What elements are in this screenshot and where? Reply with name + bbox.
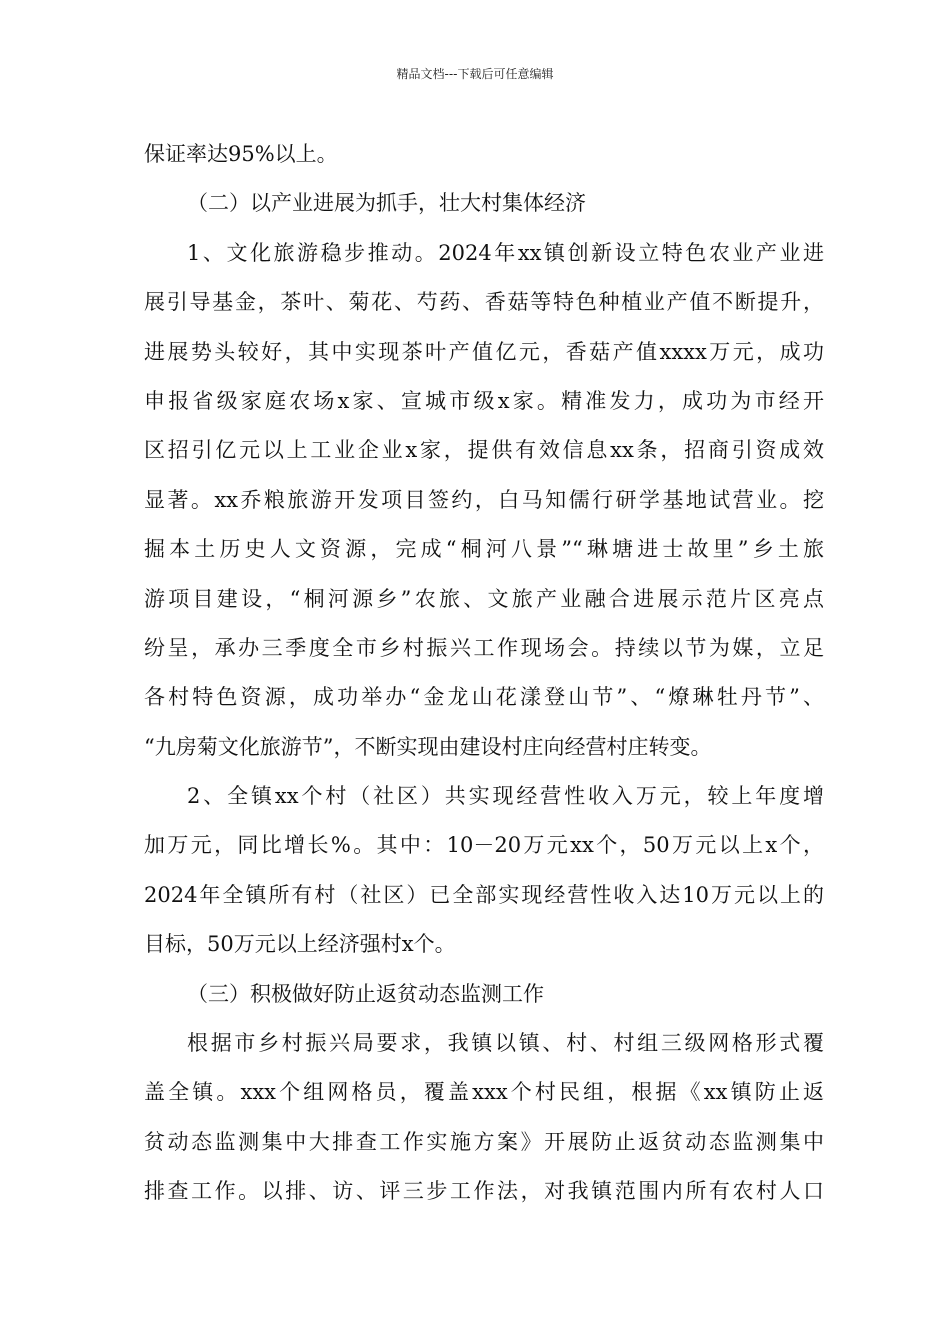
section-heading: （二）以产业进展为抓手，壮大村集体经济: [187, 191, 586, 216]
text-line: 目标，50万元以上经济强村x个。: [144, 932, 456, 957]
text-line: 2024年全镇所有村（社区）已全部实现经营性收入达10万元以上的: [144, 882, 824, 907]
text-line: “九房菊文化旅游节”，不断实现由建设村庄向经营村庄转变。: [144, 734, 712, 759]
paragraph-first-line: 1、文化旅游稳步推动。2024年xx镇创新设立特色农业产业进: [187, 240, 824, 265]
text-line: 显著。xx乔粮旅游开发项目签约，白马知儒行研学基地试营业。挖: [144, 487, 824, 512]
text-line: 加万元，同比增长%。其中：10－20万元xx个，50万元以上x个，: [144, 833, 824, 858]
text-line: 区招引亿元以上工业企业x家，提供有效信息xx条，招商引资成效: [144, 438, 824, 463]
text-line: 排查工作。以排、访、评三步工作法，对我镇范围内所有农村人口: [144, 1179, 824, 1204]
text-line: 贫动态监测集中大排查工作实施方案》开展防止返贫动态监测集中: [144, 1129, 824, 1154]
text-line: 保证率达95%以上。: [144, 142, 338, 166]
text-line: 展引导基金，茶叶、菊花、芍药、香菇等特色种植业产值不断提升，: [144, 290, 824, 315]
text-line: 纷呈，承办三季度全市乡村振兴工作现场会。持续以节为媒，立足: [144, 635, 824, 660]
paragraph-first-line: 2、全镇xx个村（社区）共实现经营性收入万元，较上年度增: [187, 784, 824, 809]
text-line: 进展势头较好，其中实现茶叶产值亿元，香菇产值xxxx万元，成功: [144, 339, 824, 364]
text-line: 盖全镇。xxx个组网格员，覆盖xxx个村民组，根据《xx镇防止返: [144, 1080, 824, 1105]
paragraph-first-line: 根据市乡村振兴局要求，我镇以镇、村、村组三级网格形式覆: [187, 1031, 824, 1056]
section-heading: （三）积极做好防止返贫动态监测工作: [187, 981, 544, 1006]
text-line: 各村特色资源，成功举办“金龙山花漾登山节”、“燎琳牡丹节”、: [144, 685, 824, 710]
page-header: 精品文档---下载后可任意编辑: [396, 67, 554, 81]
text-line: 掘本土历史人文资源，完成“桐河八景”“琳塘进士故里”乡土旅: [144, 537, 824, 562]
document-body: [144, 130, 824, 1217]
text-line: 游项目建设，“桐河源乡”农旅、文旅产业融合进展示范片区亮点: [144, 586, 824, 611]
text-line: 申报省级家庭农场x家、宣城市级x家。精准发力，成功为市经开: [144, 388, 824, 413]
